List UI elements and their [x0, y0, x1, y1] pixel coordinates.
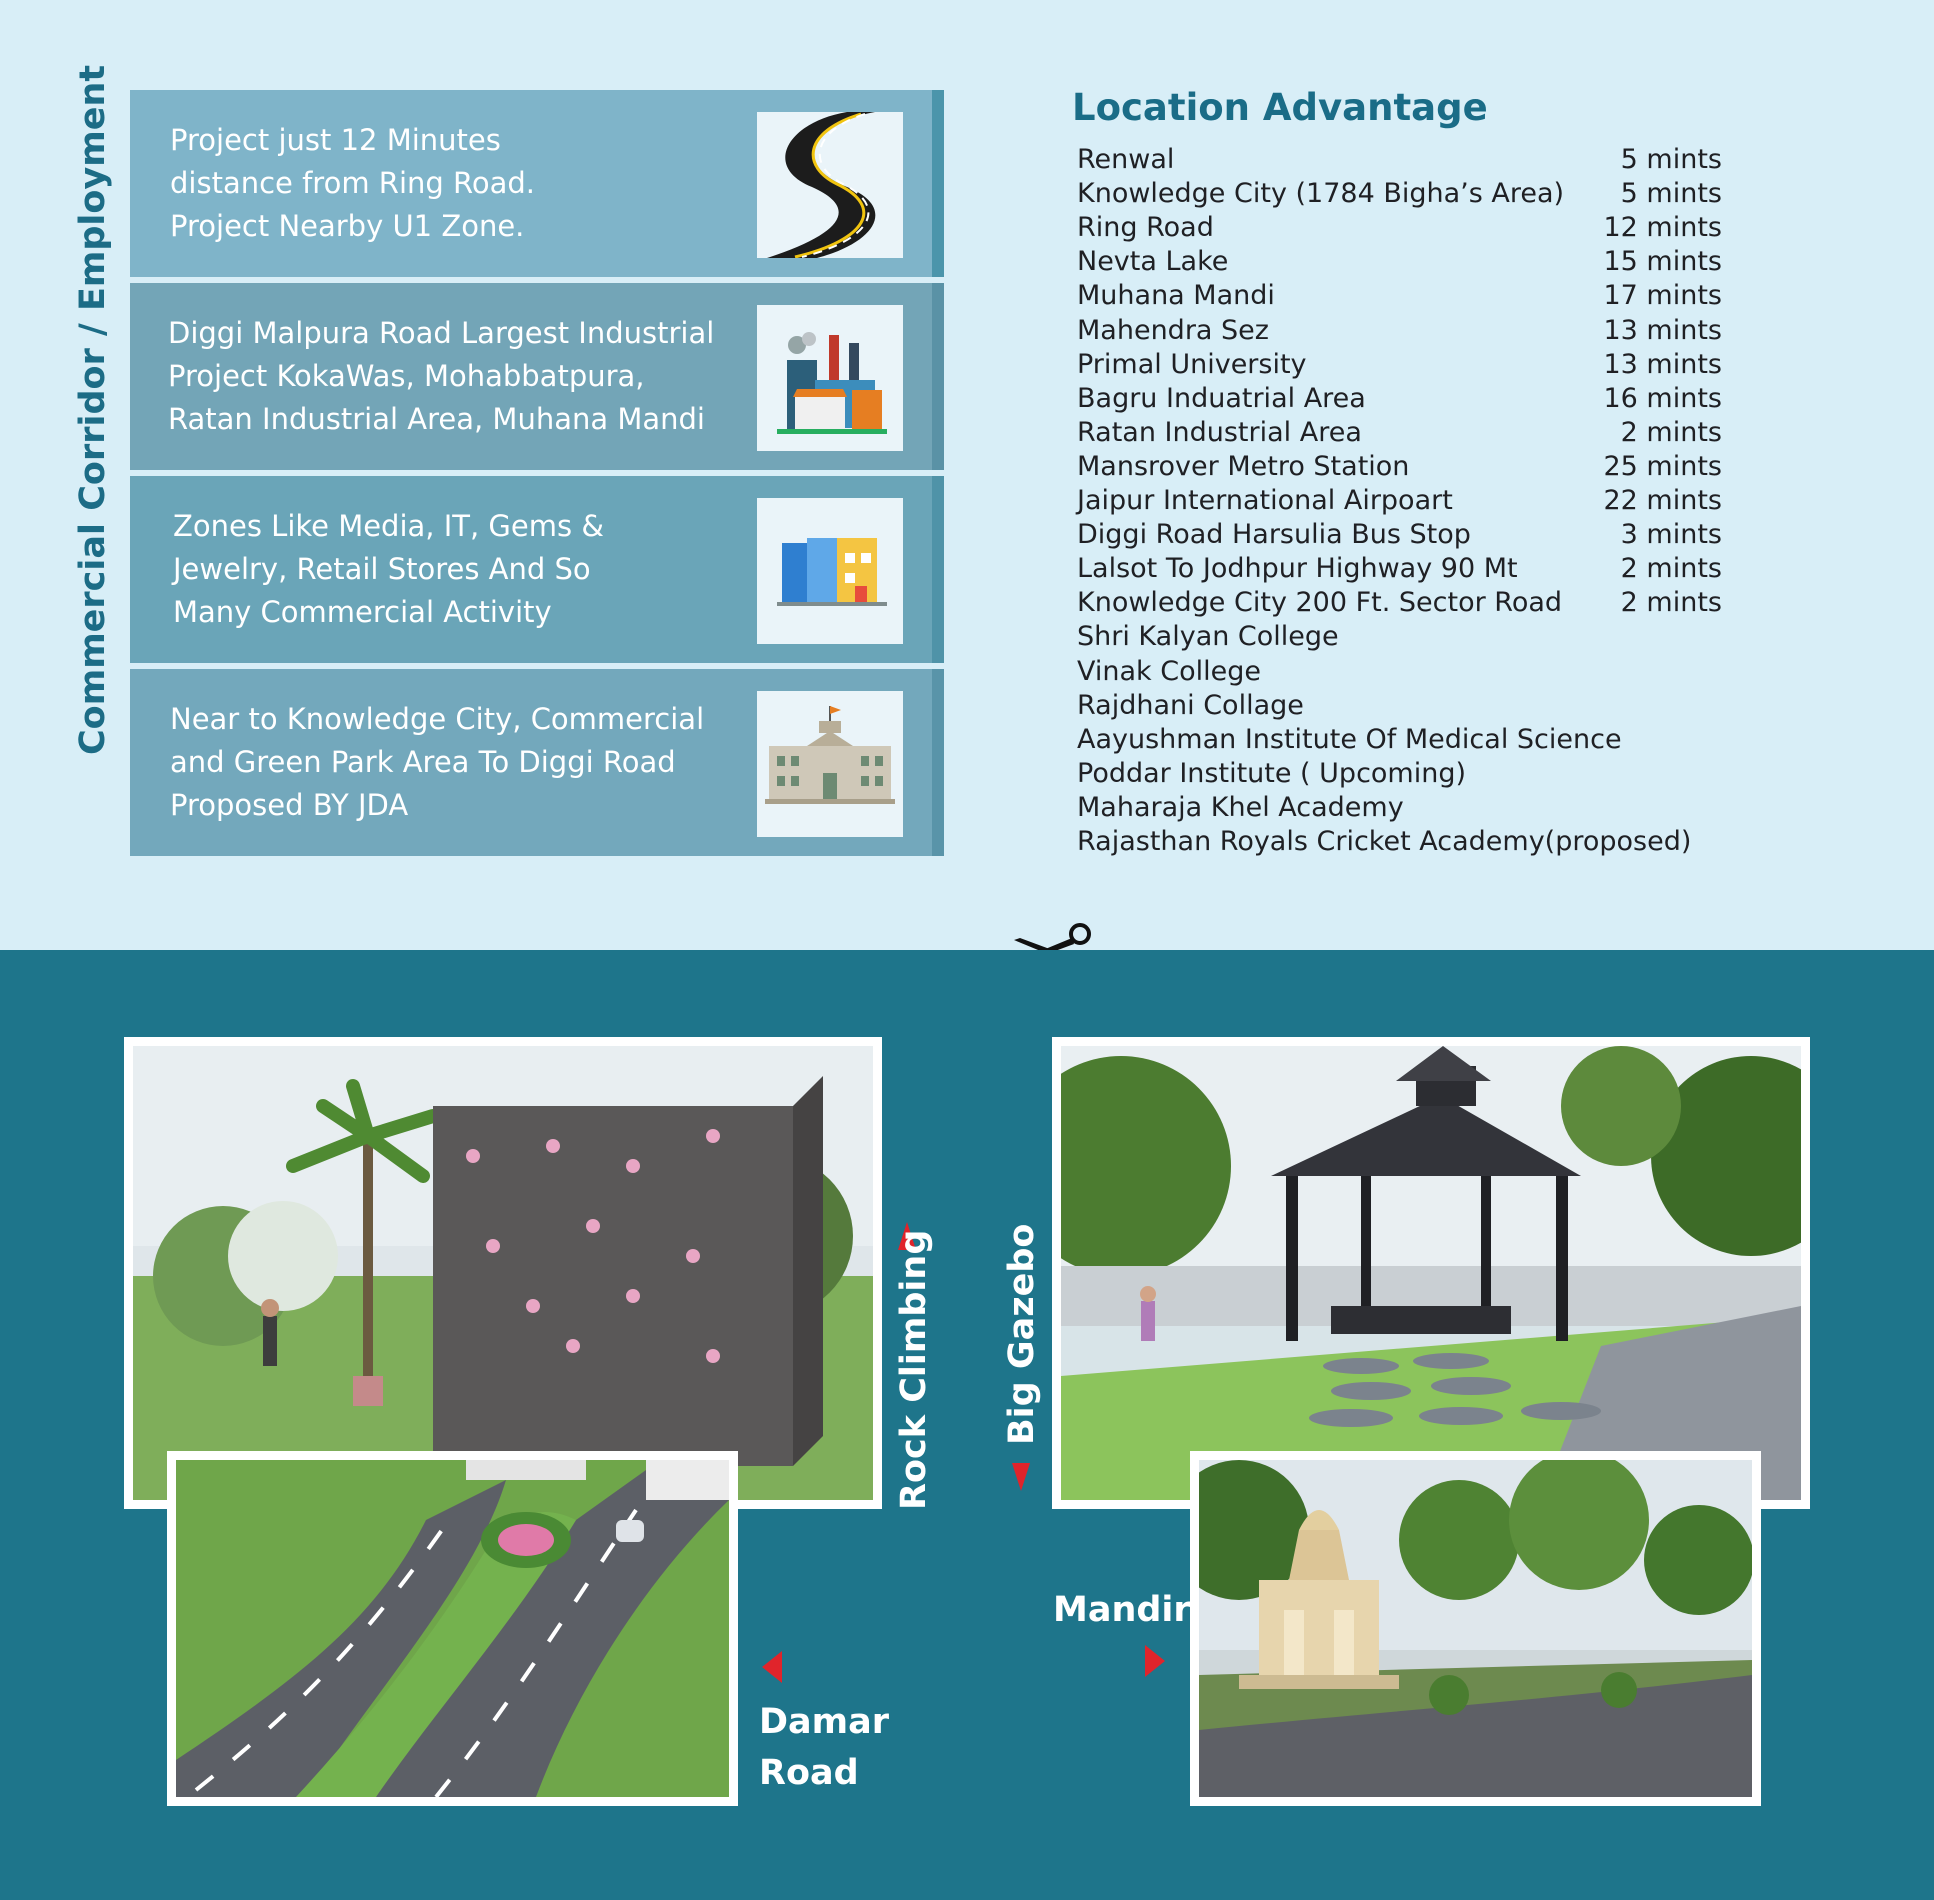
location-item	[1077, 212, 1722, 246]
card-line: distance from Ring Road.	[170, 166, 536, 200]
location-name: Ratan Industrial Area	[1077, 416, 1362, 448]
card-text	[173, 476, 604, 663]
location-name: Ring Road	[1077, 212, 1214, 244]
office-buildings-icon	[757, 498, 903, 644]
location-item	[1077, 246, 1722, 280]
location-item	[1077, 417, 1722, 451]
location-time: 15 mints	[1603, 246, 1722, 278]
location-name: Renwal	[1077, 144, 1175, 175]
card-line: Jewelry, Retail Stores And So	[173, 552, 591, 586]
card-stripe	[932, 90, 944, 277]
location-name: Primal University	[1077, 348, 1307, 380]
damar-road-label-line: Damar	[759, 1702, 890, 1742]
location-time: 13 mints	[1603, 348, 1722, 380]
location-name: Nevta Lake	[1077, 246, 1229, 278]
location-name: Knowledge City (1784 Bigha’s Area)	[1077, 178, 1565, 210]
feature-card-ring-road	[130, 90, 944, 277]
location-name: Lalsot To Jodhpur Highway 90 Mt	[1077, 553, 1518, 585]
location-item	[1077, 656, 1722, 690]
location-time: 17 mints	[1603, 280, 1722, 312]
location-name: Vinak College	[1077, 655, 1261, 687]
location-name: Shri Kalyan College	[1077, 621, 1339, 653]
card-text	[170, 669, 704, 856]
mandir-arrow-icon	[1145, 1645, 1165, 1677]
location-name: Jaipur International Airpoart	[1077, 485, 1453, 516]
damar-road-arrow-icon	[762, 1651, 782, 1683]
road-icon	[757, 112, 903, 258]
location-item	[1077, 621, 1722, 655]
card-stripe	[932, 669, 944, 856]
location-item	[1077, 280, 1722, 314]
card-stripe	[932, 476, 944, 663]
location-item	[1077, 519, 1722, 553]
corridor-title: Commercial Corridor / Employment	[73, 64, 113, 755]
location-name: Poddar Institute ( Upcoming)	[1077, 757, 1467, 789]
location-time: 2 mints	[1620, 416, 1722, 448]
feature-card-commercial-zones	[130, 476, 944, 663]
location-item	[1077, 349, 1722, 383]
damar-road-label-line: Road	[759, 1753, 859, 1793]
card-line: Project just 12 Minutes	[170, 123, 501, 157]
location-item	[1077, 178, 1722, 212]
location-time: 2 mints	[1620, 553, 1722, 585]
government-building-icon	[757, 691, 903, 837]
location-time: 25 mints	[1603, 450, 1722, 482]
location-time: 3 mints	[1620, 519, 1722, 551]
location-name: Rajdhani Collage	[1077, 689, 1304, 721]
card-text	[170, 90, 535, 277]
card-line: Diggi Malpura Road Largest Industrial	[168, 316, 715, 350]
card-text	[168, 283, 714, 470]
location-name: Bagru Induatrial Area	[1077, 382, 1366, 414]
location-time: 22 mints	[1603, 485, 1722, 516]
location-name: Diggi Road Harsulia Bus Stop	[1077, 519, 1471, 551]
rock-climbing-label: Rock Climbing	[894, 1229, 934, 1510]
mandir-label: Mandir	[1053, 1590, 1191, 1630]
location-item	[1077, 724, 1722, 758]
location-item	[1077, 792, 1722, 826]
card-line: Zones Like Media, IT, Gems &	[173, 509, 604, 543]
factory-icon	[757, 305, 903, 451]
card-line: Project KokaWas, Mohabbatpura,	[168, 359, 645, 393]
location-time: 2 mints	[1620, 587, 1722, 619]
location-item	[1077, 485, 1722, 519]
big-gazebo-photo	[1052, 1037, 1810, 1509]
big-gazebo-arrow-icon	[1012, 1463, 1030, 1491]
location-time: 5 mints	[1620, 178, 1722, 210]
location-item	[1077, 587, 1722, 621]
location-item	[1077, 315, 1722, 349]
card-line: Ratan Industrial Area, Muhana Mandi	[168, 402, 705, 436]
location-item	[1077, 826, 1722, 860]
location-name: Aayushman Institute Of Medical Science	[1077, 723, 1622, 755]
mandir-photo	[1190, 1451, 1761, 1806]
location-name: Maharaja Khel Academy	[1077, 791, 1404, 823]
damar-road-photo	[167, 1451, 738, 1806]
damar-road-label	[759, 1697, 889, 1799]
location-name: Mahendra Sez	[1077, 314, 1269, 346]
card-line: Proposed BY JDA	[170, 788, 409, 822]
location-item	[1077, 144, 1722, 178]
location-item	[1077, 451, 1722, 485]
card-stripe	[932, 283, 944, 470]
big-gazebo-label: Big Gazebo	[1002, 1223, 1042, 1445]
feature-card-industrial	[130, 283, 944, 470]
location-time: 5 mints	[1620, 144, 1722, 175]
location-item	[1077, 690, 1722, 724]
location-name: Knowledge City 200 Ft. Sector Road	[1077, 587, 1563, 619]
location-time: 16 mints	[1603, 382, 1722, 414]
location-advantage-title: Location Advantage	[1072, 86, 1488, 129]
location-item	[1077, 383, 1722, 417]
card-line: Near to Knowledge City, Commercial	[170, 702, 705, 736]
location-name: Rajasthan Royals Cricket Academy(proposed)	[1077, 826, 1692, 857]
location-time: 13 mints	[1603, 314, 1722, 346]
location-item	[1077, 758, 1722, 792]
location-time: 12 mints	[1603, 212, 1722, 244]
location-name: Mansrover Metro Station	[1077, 450, 1410, 482]
feature-card-knowledge-city	[130, 669, 944, 856]
card-line: Many Commercial Activity	[173, 595, 552, 629]
location-name: Muhana Mandi	[1077, 280, 1275, 312]
location-item	[1077, 553, 1722, 587]
card-line: and Green Park Area To Diggi Road	[170, 745, 676, 779]
card-line: Project Nearby U1 Zone.	[170, 209, 525, 243]
rock-climbing-photo	[124, 1037, 882, 1509]
